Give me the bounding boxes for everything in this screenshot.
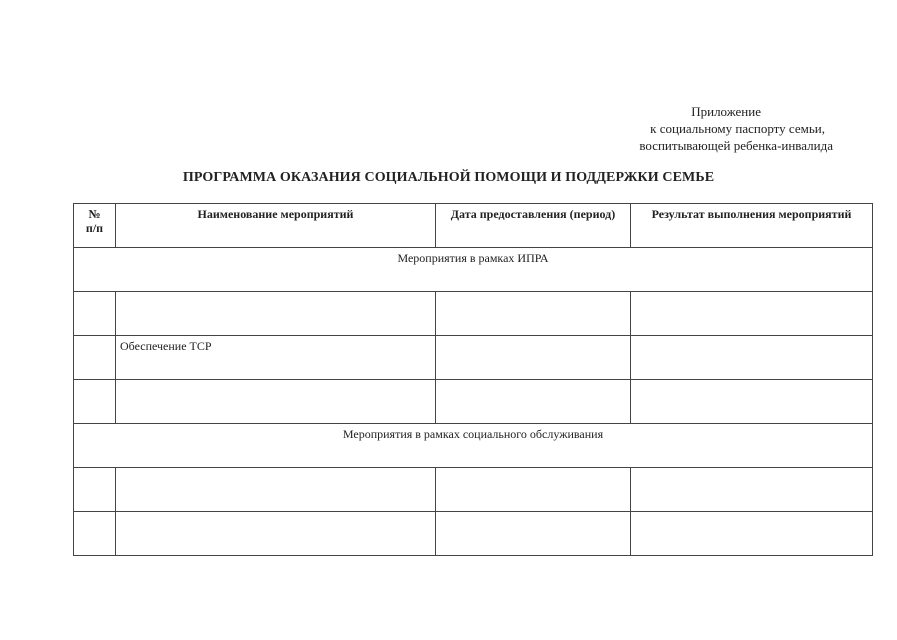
appendix-note <box>533 103 833 154</box>
cell-name[interactable] <box>116 380 436 424</box>
header-number <box>74 204 116 248</box>
header-name: Наименование мероприятий <box>116 204 436 248</box>
cell-date[interactable] <box>436 292 631 336</box>
cell-date[interactable] <box>436 380 631 424</box>
table-row <box>74 380 873 424</box>
cell-number[interactable] <box>74 380 116 424</box>
cell-result[interactable] <box>631 380 873 424</box>
section-social-service: Мероприятия в рамках социального обслуживания <box>74 424 873 468</box>
program-table <box>73 203 873 556</box>
appendix-line-2: к социальному паспорту семьи, <box>650 121 825 136</box>
header-result: Результат выполнения мероприятий <box>631 204 873 248</box>
cell-number[interactable] <box>74 468 116 512</box>
cell-result[interactable] <box>631 292 873 336</box>
cell-result[interactable] <box>631 512 873 556</box>
cell-date[interactable] <box>436 512 631 556</box>
section-row <box>74 424 873 468</box>
header-number-line2: п/п <box>85 221 104 235</box>
cell-name[interactable] <box>116 292 436 336</box>
cell-name[interactable] <box>116 468 436 512</box>
cell-result[interactable] <box>631 468 873 512</box>
header-date: Дата предоставления (период) <box>436 204 631 248</box>
table-header-row <box>74 204 873 248</box>
appendix-line-3: воспитывающей ребенка-инвалида <box>639 138 833 153</box>
cell-number[interactable] <box>74 512 116 556</box>
cell-date[interactable] <box>436 336 631 380</box>
cell-name[interactable] <box>116 512 436 556</box>
table-row <box>74 336 873 380</box>
table-row <box>74 292 873 336</box>
header-number-line1: № <box>88 207 101 221</box>
appendix-line-1: Приложение <box>691 104 761 119</box>
cell-date[interactable] <box>436 468 631 512</box>
cell-number[interactable] <box>74 292 116 336</box>
cell-number[interactable] <box>74 336 116 380</box>
table-row <box>74 512 873 556</box>
cell-name[interactable]: Обеспечение ТСР <box>116 336 436 380</box>
section-row <box>74 248 873 292</box>
table-row <box>74 468 873 512</box>
document-title: ПРОГРАММА ОКАЗАНИЯ СОЦИАЛЬНОЙ ПОМОЩИ И ПОДДЕРЖКИ СЕМЬЕ <box>182 170 715 185</box>
cell-result[interactable] <box>631 336 873 380</box>
section-ipra: Мероприятия в рамках ИПРА <box>74 248 873 292</box>
